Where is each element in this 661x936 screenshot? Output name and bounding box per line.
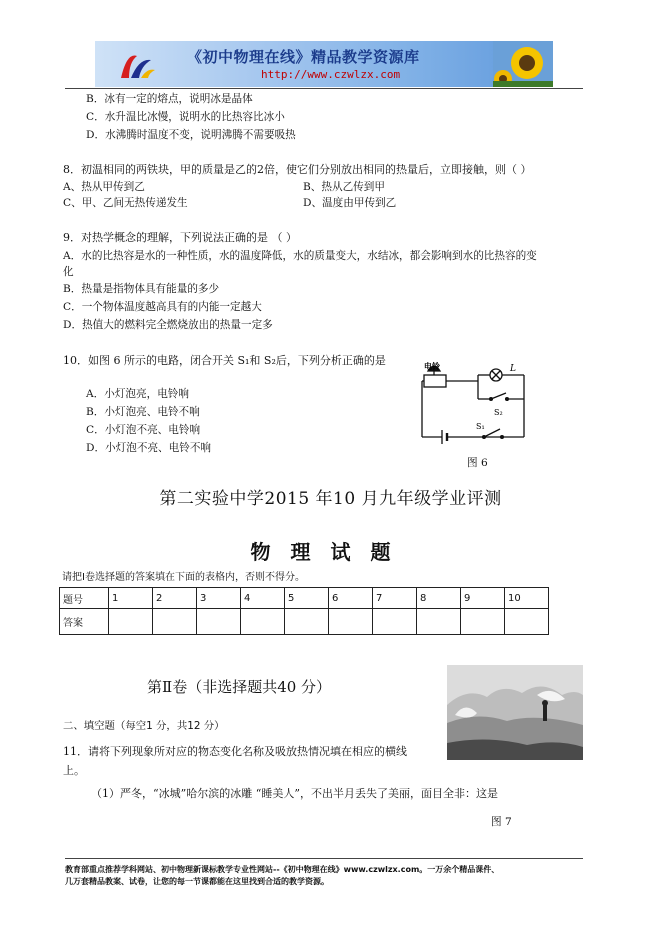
answer-cell[interactable] [109, 609, 153, 635]
q9-option-a: A．水的比热容是水的一种性质，水的温度降低，水的质量变大，水结冰，都会影响到水的比热容的变 [63, 250, 537, 262]
question-number-cell: 8 [417, 588, 461, 609]
circuit-lamp-label: L [510, 364, 516, 374]
q10-option-a: A．小灯泡亮，电铃响 [86, 388, 189, 400]
header-banner [95, 41, 553, 87]
answer-cell[interactable] [197, 609, 241, 635]
question-number-cell: 5 [285, 588, 329, 609]
table-row [60, 609, 549, 635]
q9-option-b: B．热量是指物体具有能量的多少 [63, 283, 220, 295]
answer-cell[interactable] [241, 609, 285, 635]
part2-title: 第Ⅱ卷（非选择题共40 分） [147, 678, 332, 696]
answer-cell[interactable] [417, 609, 461, 635]
q10-stem: 10．如图 6 所示的电路，闭合开关 S₁和 S₂后，下列分析正确的是 [63, 354, 386, 367]
school-title: 第二实验中学2015 年10 月九年级学业评测 [159, 489, 502, 509]
sunflower-icon [493, 41, 553, 87]
circuit-s1-label: S₁ [476, 422, 485, 431]
question-number-cell: 4 [241, 588, 285, 609]
circuit-bell-label: 电铃 [424, 362, 440, 371]
banner-title: 《初中物理在线》精品教学资源库 [187, 48, 420, 66]
footer-line-2: 几万套精品教案、试卷，让您的每一节课都能在这里找到合适的教学资源。 [65, 877, 329, 886]
question-number-cell: 6 [329, 588, 373, 609]
answer-cell[interactable] [329, 609, 373, 635]
answer-cell[interactable] [285, 609, 329, 635]
q10-option-b: B．小灯泡亮、电铃不响 [86, 406, 200, 418]
answer-cell[interactable] [461, 609, 505, 635]
q9-option-a-cont: 化 [63, 266, 74, 278]
q11-stem-cont: 上。 [63, 764, 85, 777]
q11-subquestion-1: （1）严冬，“冰城”哈尔滨的冰雕 “睡美人”，不出半月丢失了美丽，面目全非：这是 [91, 787, 498, 800]
footer-rule [65, 858, 583, 859]
paper-title: 物理试题 [250, 540, 411, 564]
footer-line-1: 教育部重点推荐学科网站、初中物理新课标教学专业性网站--《初中物理在线》www.czwlzx.com。一万余个精品课件、 [65, 865, 500, 874]
q10-option-d: D．小灯泡不亮、电铃不响 [86, 442, 212, 454]
q8-option-c: C、甲、乙间无热传递发生 [63, 197, 188, 209]
site-logo-icon [117, 48, 157, 82]
answer-cell[interactable] [153, 609, 197, 635]
banner-url: http://www.czwlzx.com [261, 68, 401, 81]
circuit-diagram [418, 357, 530, 449]
ice-sculpture-photo [447, 665, 583, 760]
row-label-number: 题号 [60, 588, 109, 609]
answer-cell[interactable] [505, 609, 549, 635]
table-row [60, 588, 549, 609]
q10-option-c: C．小灯泡不亮、电铃响 [86, 424, 201, 436]
ice-sculpture-icon [447, 665, 583, 760]
q11-stem: 11．请将下列现象所对应的物态变化名称及吸放热情况填在相应的横线 [63, 745, 407, 758]
q8-option-a: A、热从甲传到乙 [63, 181, 145, 193]
figure-6-caption: 图 6 [467, 457, 488, 469]
answer-table [59, 587, 549, 635]
q7-option-c: C．水升温比冰慢，说明水的比热容比冰小 [86, 111, 285, 123]
q8-option-b: B、热从乙传到甲 [303, 181, 385, 193]
question-number-cell: 7 [373, 588, 417, 609]
question-number-cell: 2 [153, 588, 197, 609]
question-number-cell: 3 [197, 588, 241, 609]
row-label-answer: 答案 [60, 609, 109, 635]
q9-option-c: C．一个物体温度越高具有的内能一定越大 [63, 301, 262, 313]
question-number-cell: 1 [109, 588, 153, 609]
q8-stem: 8．初温相同的两铁块，甲的质量是乙的2倍，使它们分别放出相同的热量后，立即接触，则（ ） [63, 163, 532, 176]
answer-instruction: 请把Ⅰ卷选择题的答案填在下面的表格内，否则不得分。 [62, 572, 305, 583]
q9-option-d: D．热值大的燃料完全燃烧放出的热量一定多 [63, 319, 273, 331]
question-number-cell: 9 [461, 588, 505, 609]
q7-option-b: B．冰有一定的熔点，说明冰是晶体 [86, 93, 253, 105]
question-number-cell: 10 [505, 588, 549, 609]
q8-option-d: D、温度由甲传到乙 [303, 197, 397, 209]
fill-in-section-title: 二、填空题（每空1 分，共12 分） [63, 720, 225, 732]
q7-option-d: D．水沸腾时温度不变，说明沸腾不需要吸热 [86, 129, 296, 141]
figure-7-caption: 图 7 [491, 816, 512, 828]
circuit-s2-label: S₂ [494, 408, 503, 417]
header-rule [65, 88, 583, 89]
answer-cell[interactable] [373, 609, 417, 635]
q9-stem: 9．对热学概念的理解，下列说法正确的是 （ ） [63, 231, 297, 244]
